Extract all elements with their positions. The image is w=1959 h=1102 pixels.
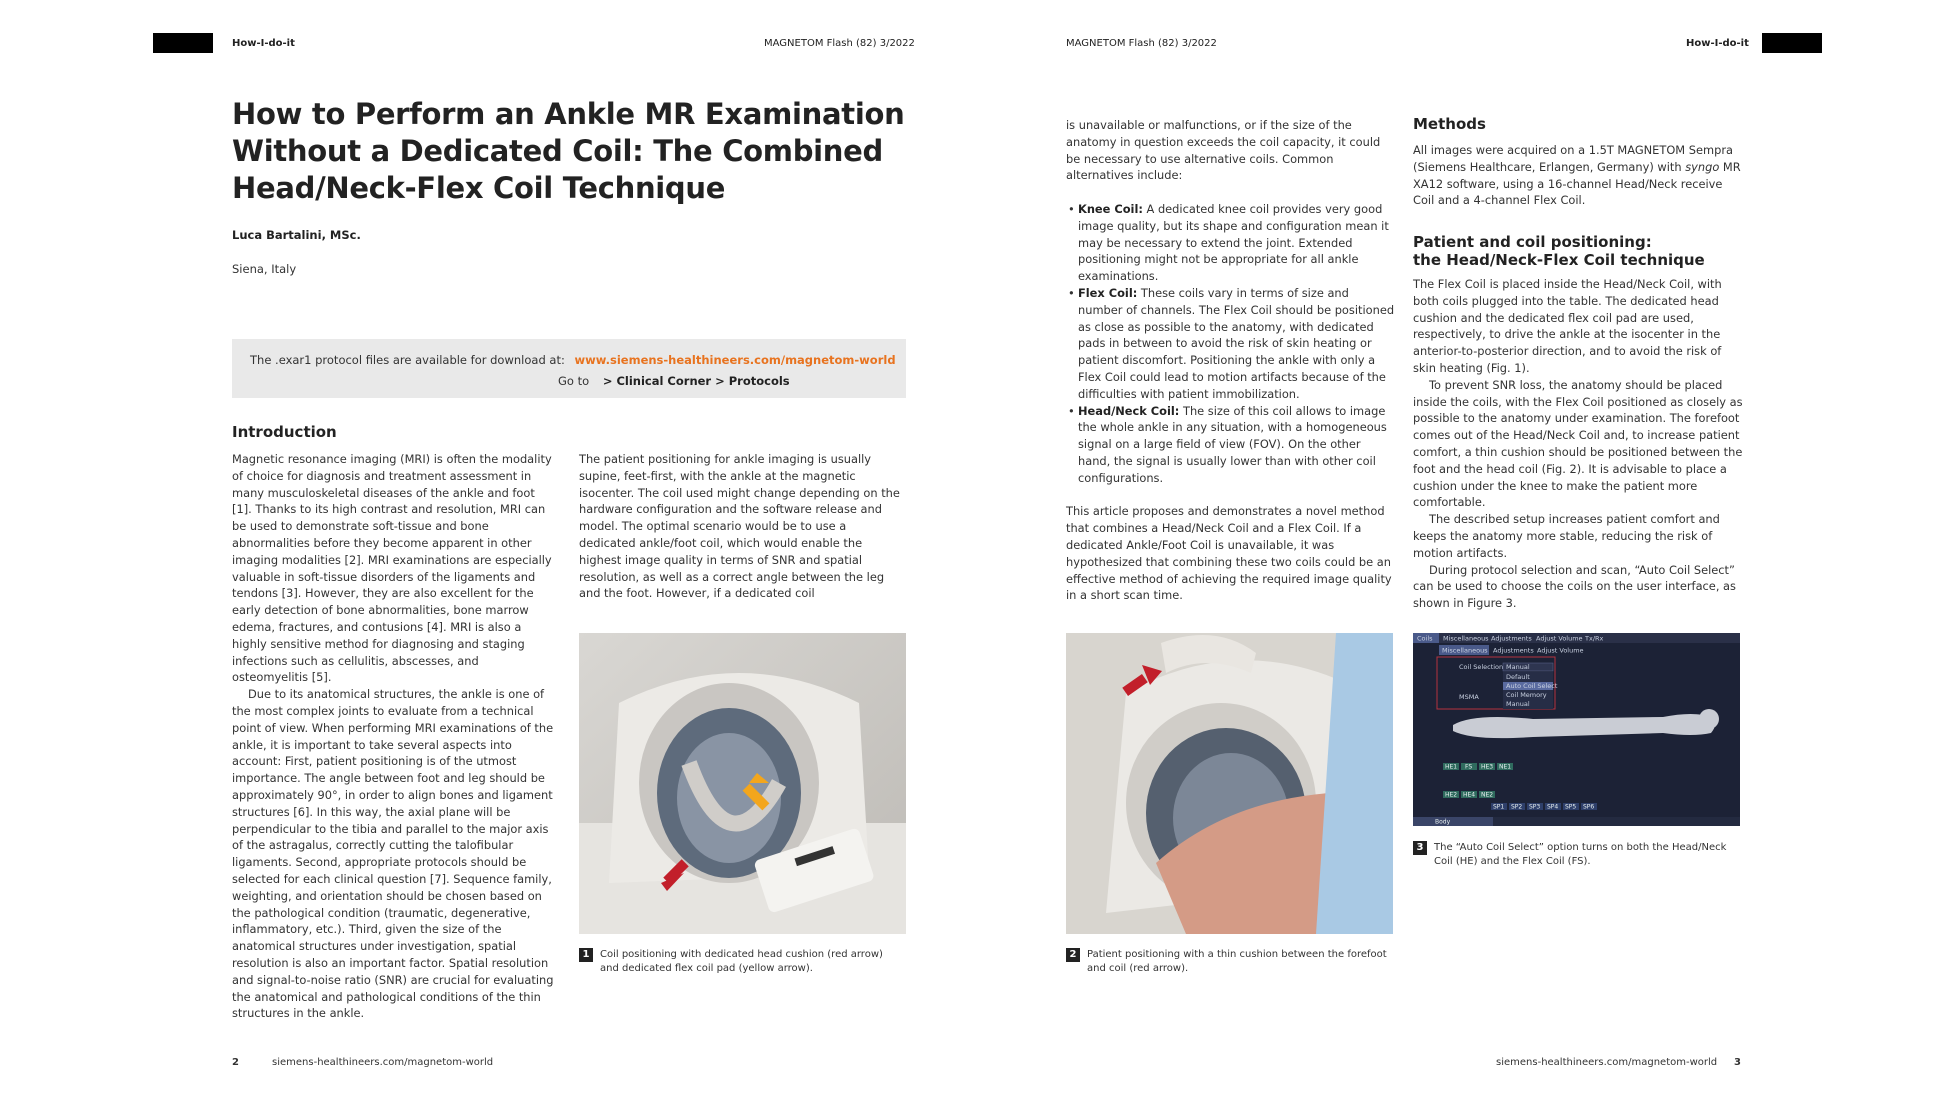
figure-3-ui-screenshot [1413, 633, 1740, 826]
svg-text:Body: Body [1435, 818, 1451, 826]
svg-text:SP1: SP1 [1493, 803, 1505, 811]
svg-text:Miscellaneous: Miscellaneous [1442, 646, 1488, 655]
left-page-number: 2 [232, 1057, 239, 1068]
svg-text:FS: FS [1465, 763, 1473, 771]
article-author: Luca Bartalini, MSc. [232, 228, 361, 242]
coil-photo-illustration [579, 633, 906, 934]
right-page-number: 3 [1734, 1057, 1741, 1068]
svg-text:Adjustments: Adjustments [1491, 634, 1532, 643]
svg-text:HE3: HE3 [1481, 763, 1494, 771]
svg-text:HE1: HE1 [1445, 763, 1458, 771]
figure-3-number: 3 [1413, 841, 1427, 855]
svg-text:Miscellaneous: Miscellaneous [1443, 634, 1489, 643]
svg-text:Adjust Volume: Adjust Volume [1537, 646, 1584, 655]
svg-text:Manual: Manual [1506, 663, 1530, 671]
intro-paragraph-3: The patient positioning for ankle imaging is usually supine, feet-first, with the ankle at the magnetic isocenter. The coil used might change depending on the hardware configuration and the software release and model. The optimal scenario would be to use a dedicated ankle/foot coil, which would enable the highest image quality in terms of SNR and spatial resolution, as well as a correct angle between the leg and the foot. However, if a dedicated coil [579, 452, 900, 601]
left-tab-marker [153, 33, 213, 53]
svg-text:SP4: SP4 [1547, 803, 1559, 811]
figure-3-caption [1413, 841, 1740, 871]
right-tab-marker [1762, 33, 1822, 53]
proposal-paragraph: This article proposes and demonstrates a novel method that combines a Head/Neck Coil and a Flex Coil. If a dedicated Ankle/Foot Coil is unavailable, it was hypothesized that combining these two coils could be an effective method of achieving the required image quality in a short scan time. [1066, 504, 1392, 603]
svg-text:Coil Selection: Coil Selection [1459, 663, 1504, 671]
figure-1-caption-text: Coil positioning with dedicated head cushion (red arrow) and dedicated flex coil pad (yellow arrow). [600, 949, 883, 974]
left-footer-url[interactable]: siemens-healthineers.com/magnetom-world [272, 1057, 494, 1068]
patient-photo-illustration [1066, 633, 1393, 934]
download-nav-path[interactable]: > Clinical Corner > Protocols [602, 374, 790, 388]
download-text: The .exar1 protocol files are available for download at: [250, 353, 565, 367]
svg-text:Tx/Rx: Tx/Rx [1585, 634, 1604, 643]
figure-2-caption [1066, 948, 1393, 978]
right-footer-url[interactable]: siemens-healthineers.com/magnetom-world [1496, 1057, 1718, 1068]
svg-text:Default: Default [1506, 673, 1530, 681]
figure-2-number: 2 [1066, 948, 1080, 962]
intro-paragraph-1: Magnetic resonance imaging (MRI) is often the modality of choice for diagnosis and treatment assessment in many musculoskeletal diseases of the ankle and foot [1]. Thanks to its high contrast and resolution, MRI can be used to demonstrate soft-tissue and bone abnormalities before they become apparent in other imaging modalities [2]. MRI examinations are especially valuable in soft-tissue disorders of the ligaments and tendons [3]. However, they are also excellent for the early detection of bone abnormalities, bone marrow edema, fractures, and contusions [4]. MRI is also a highly sensitive method for diagnosing and staging infections such as cellulitis, abscesses, and osteomyelitis [5]. [232, 452, 552, 685]
intro-column-2 [579, 451, 906, 602]
svg-text:Manual: Manual [1506, 700, 1530, 708]
svg-text:Adjustments: Adjustments [1493, 646, 1534, 655]
svg-text:HE2: HE2 [1445, 791, 1458, 799]
svg-text:NE1: NE1 [1499, 763, 1512, 771]
svg-text:SP5: SP5 [1565, 803, 1577, 811]
left-journal-label: MAGNETOM Flash (82) 3/2022 [764, 38, 915, 49]
figure-3-caption-text: The “Auto Coil Select” option turns on both the Head/Neck Coil (HE) and the Flex Coil (FS). [1434, 842, 1727, 867]
download-url-link[interactable]: www.siemens-healthineers.com/magnetom-world [574, 353, 896, 367]
goto-label: Go to [558, 374, 590, 388]
positioning-paragraph-4: During protocol selection and scan, “Auto Coil Select” can be used to choose the coils on the user interface, as shown in Figure 3. [1413, 562, 1736, 611]
svg-text:SP2: SP2 [1511, 803, 1523, 811]
methods-column [1413, 142, 1743, 209]
list-item: • Head/Neck Coil: The size of this coil allows to image the whole ankle in any situation, with a homogeneous signal on a large field of view (FOV). On the other hand, the signal is usually lower than with other coil configurations. [1078, 403, 1396, 487]
introduction-heading: Introduction [232, 423, 337, 441]
right-column-1 [1066, 117, 1396, 604]
right-section-label: How-I-do-it [1686, 38, 1749, 49]
svg-text:SP3: SP3 [1529, 803, 1541, 811]
figure-1-caption [579, 948, 906, 978]
list-item: • Knee Coil: A dedicated knee coil provides very good image quality, but its shape and configuration mean it may be necessary to extend the joint. Extended positioning might not be appropriate for all ankle examinations. [1078, 201, 1396, 285]
methods-paragraph: All images were acquired on a 1.5T MAGNETOM Sempra (Siemens Healthcare, Erlangen, Germany) with syngo MR XA12 software, using a 16-channel Head/Neck receive Coil and a 4-channel Flex Coil. [1413, 143, 1741, 208]
positioning-paragraph-3: The described setup increases patient comfort and keeps the anatomy more stable, reducing the risk of motion artifacts. [1413, 512, 1720, 560]
svg-text:Coils: Coils [1417, 634, 1433, 643]
figure-2-photo [1066, 633, 1393, 934]
download-box [232, 339, 906, 398]
positioning-column [1413, 276, 1743, 612]
svg-text:NE2: NE2 [1481, 791, 1494, 799]
methods-heading: Methods [1413, 115, 1486, 133]
alternatives-intro: is unavailable or malfunctions, or if the size of the anatomy in question exceeds the coil capacity, it could be necessary to use alternative coils. Common alternatives include: [1066, 118, 1381, 183]
left-section-label: How-I-do-it [232, 38, 295, 49]
coil-alternatives-list [1066, 201, 1396, 487]
intro-column [232, 451, 558, 1022]
intro-paragraph-2: Due to its anatomical structures, the ankle is one of the most complex joints to evaluate from a technical point of view. When performing MRI examinations of the ankle, it is important to take several aspects into account: First, patient positioning is of the utmost importance. The angle between foot and leg should be approximately 90°, in order to align bones and ligament structures [6]. In this way, the axial plane will be perpendicular to the tibia and parallel to the major axis of the astragalus, correctly cutting the talofibular ligaments. Second, appropriate protocols should be selected for each clinical question [7]. Sequence family, weighting, and orientation should be chosen based on the pathological condition (traumatic, degenerative, inflammatory, etc.). Third, given the size of the anatomical structures under investigation, spatial resolution is also an important factor. Spatial resolution and signal-to-noise ratio (SNR) are crucial for evaluating the anatomical and pathological conditions of the thin structures in the ankle. [232, 687, 554, 1021]
positioning-paragraph-1: The Flex Coil is placed inside the Head/Neck Coil, with both coils plugged into the table. The dedicated head cushion and the dedicated flex coil pad are used, respectively, to drive the ankle at the isocenter in the anterior-to-posterior direction, and to avoid the risk of skin heating (Fig. 1). [1413, 277, 1722, 375]
figure-1-number: 1 [579, 948, 593, 962]
list-item: • Flex Coil: These coils vary in terms of size and number of channels. The Flex Coil should be positioned as close as possible to the anatomy, with dedicated pads in between to avoid the risk of skin heating or patient discomfort. Positioning the ankle with only a Flex Coil could lead to motion artifacts because of the difficulties with patient immobilization. [1078, 285, 1396, 403]
coil-selection-ui [1413, 633, 1740, 826]
positioning-paragraph-2: To prevent SNR loss, the anatomy should be placed inside the coils, with the Flex Coil positioned as closely as possible to the anatomy under examination. The forefoot comes out of the Head/Neck Coil and, to increase patient comfort, a thin cushion should be positioned between the foot and the head coil (Fig. 2). It is advisable to place a cushion under the knee to make the patient more comfortable. [1413, 377, 1743, 510]
svg-text:SP6: SP6 [1583, 803, 1595, 811]
figure-1-photo [579, 633, 906, 934]
svg-text:Coil Memory: Coil Memory [1506, 691, 1547, 699]
svg-text:Adjust Volume: Adjust Volume [1536, 634, 1583, 643]
positioning-heading: Patient and coil positioning: the Head/Neck-Flex Coil technique [1413, 233, 1705, 269]
svg-text:HE4: HE4 [1463, 791, 1476, 799]
figure-2-caption-text: Patient positioning with a thin cushion between the forefoot and coil (red arrow). [1087, 949, 1387, 974]
article-location: Siena, Italy [232, 262, 297, 276]
svg-text:Auto Coil Select: Auto Coil Select [1506, 682, 1558, 690]
article-title: How to Perform an Ankle MR Examination Without a Dedicated Coil: The Combined Head/Neck-Flex Coil Technique [232, 97, 905, 205]
right-journal-label: MAGNETOM Flash (82) 3/2022 [1066, 38, 1217, 49]
svg-text:MSMA: MSMA [1459, 693, 1479, 701]
